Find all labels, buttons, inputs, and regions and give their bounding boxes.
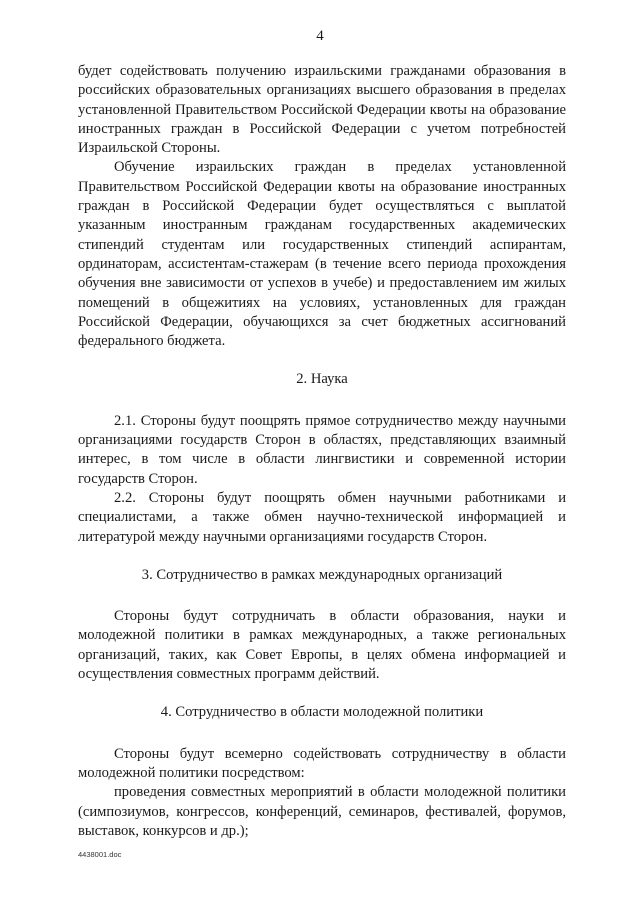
paragraph-education-quota: будет содействовать получению израильскими гражданами образования в российских образовательных организациях высшего образования в пределах установленной Правительством Российской Федерации квоты на образование иностранных граждан в Российской Федерации с учетом потребностей Израильской Стороны. [78,63,566,157]
page-number: 4 [316,28,324,44]
section-heading-science: 2. Наука [296,371,348,388]
paragraph-youth-policy-intro: Стороны будут всемерно содействовать сотрудничеству в области молодежной политики посредством: [78,745,566,781]
section-heading-international-orgs: 3. Сотрудничество в рамках международных организаций [141,566,503,583]
paragraph-international-orgs: Стороны будут сотрудничать в области образования, науки и молодежной политики в рамках международных, а также региональных организаций, таких, как Совет Европы, в целях обмена информацией и осуществления совместных программ действий. [78,608,566,683]
paragraph-education-stipends: Обучение израильских граждан в пределах установленной Правительством Российской Федерации квоты на образование иностранных граждан в Российской Федерации будет осуществляться с выплатой указанным иностранным гражданам государственных академических стипендий студентам или государственных стипендий аспирантам, ординаторам, ассистентам-стажерам (в течение всего периода прохождения обучения вне зависимости от успехов в учебе) и предоставлением им жилых помещений в общежитиях на условиях, установленных для граждан Российской Федерации, обучающихся за счет бюджетных ассигнований федерального бюджета. [78,159,566,350]
section-heading-youth-policy: 4. Сотрудничество в области молодежной политики [160,704,484,721]
document-body [78,62,566,841]
paragraph-youth-policy-events: проведения совместных мероприятий в области молодежной политики (симпозиумов, конгрессов, конференций, семинаров, фестивалей, форумов, выставок, конкурсов и др.); [78,784,566,839]
footer-filename: 4438001.doc [78,850,122,859]
paragraph-science-2-1: 2.1. Стороны будут поощрять прямое сотрудничество между научными организациями государств Сторон в областях, представляющих взаимный интерес, в том числе в области лингвистики и современной истории государств Сторон. [78,412,566,487]
paragraph-science-2-2: 2.2. Стороны будут поощрять обмен научными работниками и специалистами, а также обмен научно-технической информацией и литературой между научными организациями государств Сторон. [78,489,566,545]
